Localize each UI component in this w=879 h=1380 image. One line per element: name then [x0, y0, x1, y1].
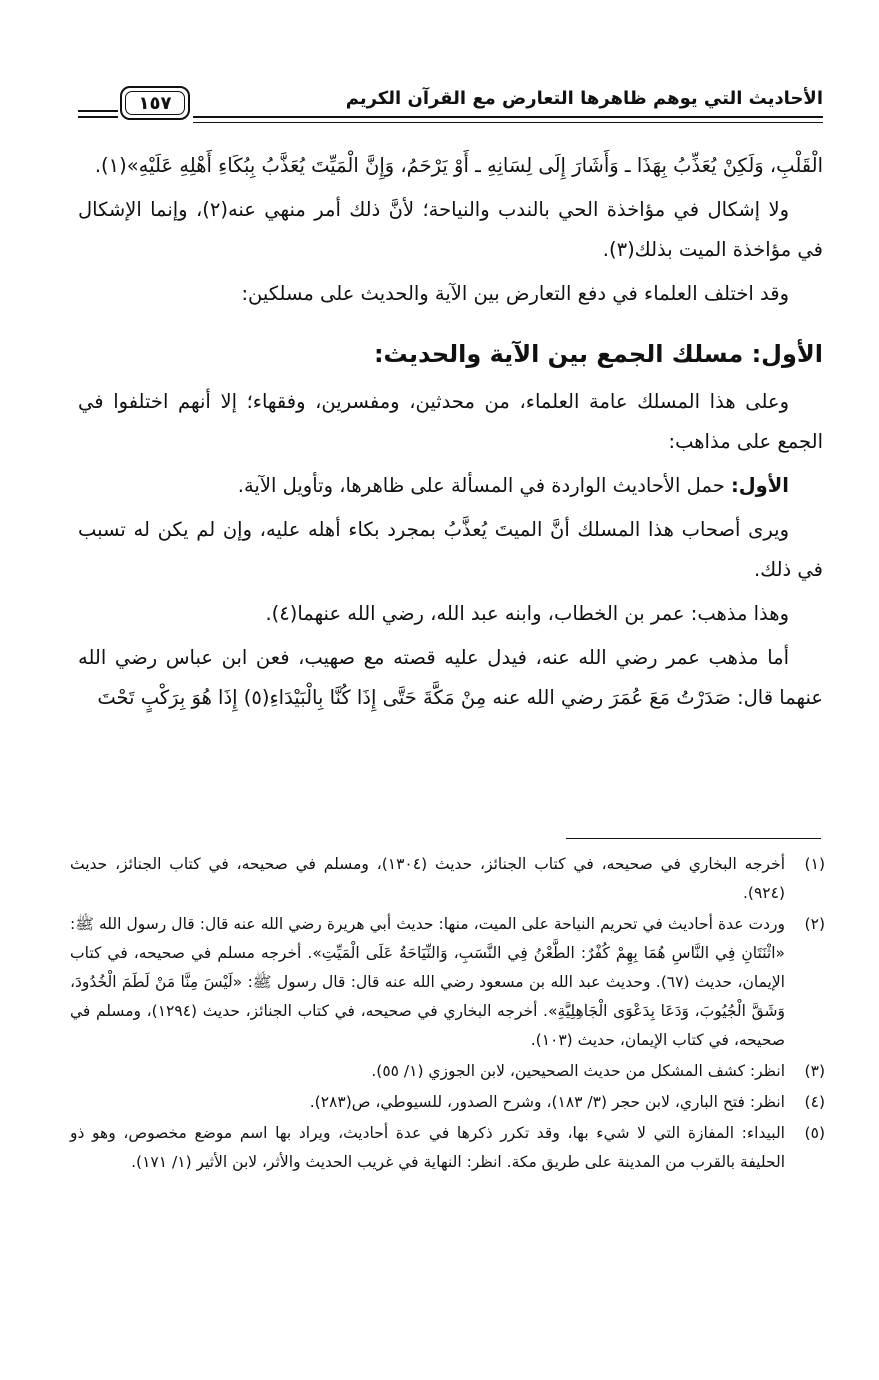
- paragraph: ويرى أصحاب هذا المسلك أنَّ الميتَ يُعذَّبُ بمجرد بكاء أهله عليه، وإن لم يكن له تسبب في ذلك.: [78, 518, 823, 581]
- footnote-separator: [566, 838, 821, 839]
- page-number-badge: [120, 86, 190, 120]
- footnote: [70, 1088, 825, 1117]
- footnotes: [70, 850, 825, 1179]
- paragraph-first-view: [78, 466, 823, 506]
- footnote-text: أخرجه البخاري في صحيحه، في كتاب الجنائز، حديث (١٣٠٤)، ومسلم في صحيحه، في كتاب الجنائز، حديث (٩٢٤).: [70, 855, 785, 902]
- footnote-number: (١): [804, 855, 825, 873]
- footnote: [70, 1057, 825, 1086]
- footnote: [70, 850, 825, 908]
- paragraph-hadith-end: الْقَلْبِ، وَلَكِنْ يُعَذِّبُ بِهَذَا ـ وَأَشَارَ إِلَى لِسَانِهِ ـ أَوْ يَرْحَمُ، وَإِنَّ الْمَيِّتَ يُعَذَّبُ بِبُكَاءِ أَهْلِهِ عَلَيْهِ»(١).: [94, 154, 823, 177]
- footnote-text: وردت عدة أحاديث في تحريم النياحة على الميت، منها: حديث أبي هريرة رضي الله عنه قال: قال رسول الله ﷺ: «اثْنَتَانِ فِي النَّاسِ هُمَا بِهِمْ كُفْرٌ: الطَّعْنُ فِي النَّسَبِ، وَالنِّيَاحَةُ عَلَى الْمَيِّتِ». أخرجه مسلم في صحيحه، في كتاب الإيمان، حديث (٦٧). وحديث عبد الله بن مسعود رضي الله عنه قال: قال رسول ﷺ: «لَيْسَ مِنَّا مَنْ لَطَمَ الْخُدُودَ، وَشَقَّ الْجُيُوبَ، وَدَعَا بِدَعْوَى الْجَاهِلِيَّةِ». أخرجه البخاري في صحيحه، في كتاب الجنائز، حديث (١٢٩٤)، ومسلم في صحيحه، في كتاب الإيمان، حديث (١٠٣).: [70, 915, 785, 1049]
- footnote-number: (٥): [804, 1124, 825, 1142]
- paragraph: وهذا مذهب: عمر بن الخطاب، وابنه عبد الله، رضي الله عنهما(٤).: [265, 602, 789, 625]
- footnote-number: (٤): [804, 1093, 825, 1111]
- header-rule: [193, 116, 823, 118]
- header-rule: [78, 110, 118, 112]
- running-title: الأحاديث التي يوهم ظاهرها التعارض مع القرآن الكريم: [345, 88, 823, 109]
- footnote: [70, 1119, 825, 1177]
- footnote: [70, 910, 825, 1055]
- paragraph: ولا إشكال في مؤاخذة الحي بالندب والنياحة؛ لأنَّ ذلك أمر منهي عنه(٢)، وإنما الإشكال في مؤاخذة الميت بذلك(٣).: [78, 198, 823, 261]
- header-rule: [193, 122, 823, 123]
- main-text: [78, 146, 823, 722]
- page-header: [78, 86, 823, 130]
- footnote-number: (٢): [804, 915, 825, 933]
- footnote-text: انظر: كشف المشكل من حديث الصحيحين، لابن الجوزي (١/ ٥٥).: [371, 1062, 785, 1080]
- view-text: حمل الأحاديث الواردة في المسألة على ظاهرها، وتأويل الآية.: [237, 474, 731, 497]
- paragraph: أما مذهب عمر رضي الله عنه، فيدل عليه قصته مع صهيب، فعن ابن عباس رضي الله عنهما قال: صَدَرْتُ مَعَ عُمَرَ رضي الله عنه مِنْ مَكَّةَ حَتَّى إِذَا كُنَّا بِالْبَيْدَاءِ(٥) إِذَا هُوَ بِرَكْبٍ تَحْتَ: [78, 646, 823, 709]
- footnote-text: البيداء: المفازة التي لا شيء بها، وقد تكرر ذكرها في عدة أحاديث، ويراد بها اسم موضع مخصوص، وهو ذو الحليفة بالقرب من المدينة على طريق مكة. انظر: النهاية في غريب الحديث والأثر، لابن الأثير (١/ ١٧١).: [70, 1124, 785, 1171]
- view-label: الأول:: [730, 474, 789, 497]
- page-number: ١٥٧: [125, 91, 185, 115]
- footnote-text: انظر: فتح الباري، لابن حجر (٣/ ١٨٣)، وشرح الصدور، للسيوطي، ص(٢٨٣).: [309, 1093, 785, 1111]
- footnote-number: (٣): [804, 1062, 825, 1080]
- section-heading: الأول: مسلك الجمع بين الآية والحديث:: [373, 340, 823, 368]
- header-rule: [78, 116, 118, 118]
- paragraph: وقد اختلف العلماء في دفع التعارض بين الآية والحديث على مسلكين:: [241, 282, 789, 305]
- paragraph: وعلى هذا المسلك عامة العلماء، من محدثين، ومفسرين، وفقهاء؛ إلا أنهم اختلفوا في الجمع على مذاهب:: [78, 390, 823, 453]
